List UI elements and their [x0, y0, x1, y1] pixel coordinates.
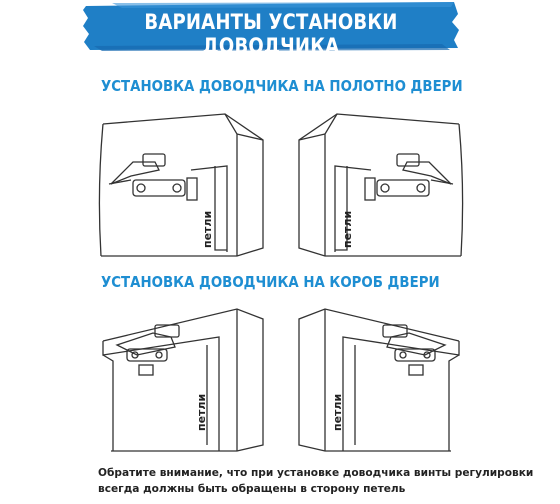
diagram-door-frame-right [293, 305, 465, 455]
section-title-door-frame: УСТАНОВКА ДОВОДЧИКА НА КОРОБ ДВЕРИ [101, 273, 440, 291]
diagram-door-leaf-right [293, 110, 465, 262]
diagram-door-frame-left [97, 305, 269, 455]
header-banner [82, 0, 460, 58]
door-closer-icon [383, 325, 445, 375]
section-title-door-leaf: УСТАНОВКА ДОВОДЧИКА НА ПОЛОТНО ДВЕРИ [101, 77, 463, 95]
diagram-door-leaf-left [97, 110, 269, 262]
note-line-2: всегда должны быть обращены в сторону петель [98, 483, 406, 495]
door-closer-icon [109, 154, 197, 200]
hinges-label: петли [201, 210, 214, 248]
page-title: ВАРИАНТЫ УСТАНОВКИ ДОВОДЧИКА [144, 10, 398, 58]
hinges-label: петли [195, 393, 208, 431]
door-closer-icon [117, 325, 179, 375]
note-line-1: Обратите внимание, что при установке доводчика винты регулировки [98, 467, 534, 479]
hinges-label: петли [331, 393, 344, 431]
installation-note [98, 465, 534, 497]
door-closer-icon [365, 154, 453, 200]
hinges-label: петли [341, 210, 354, 248]
